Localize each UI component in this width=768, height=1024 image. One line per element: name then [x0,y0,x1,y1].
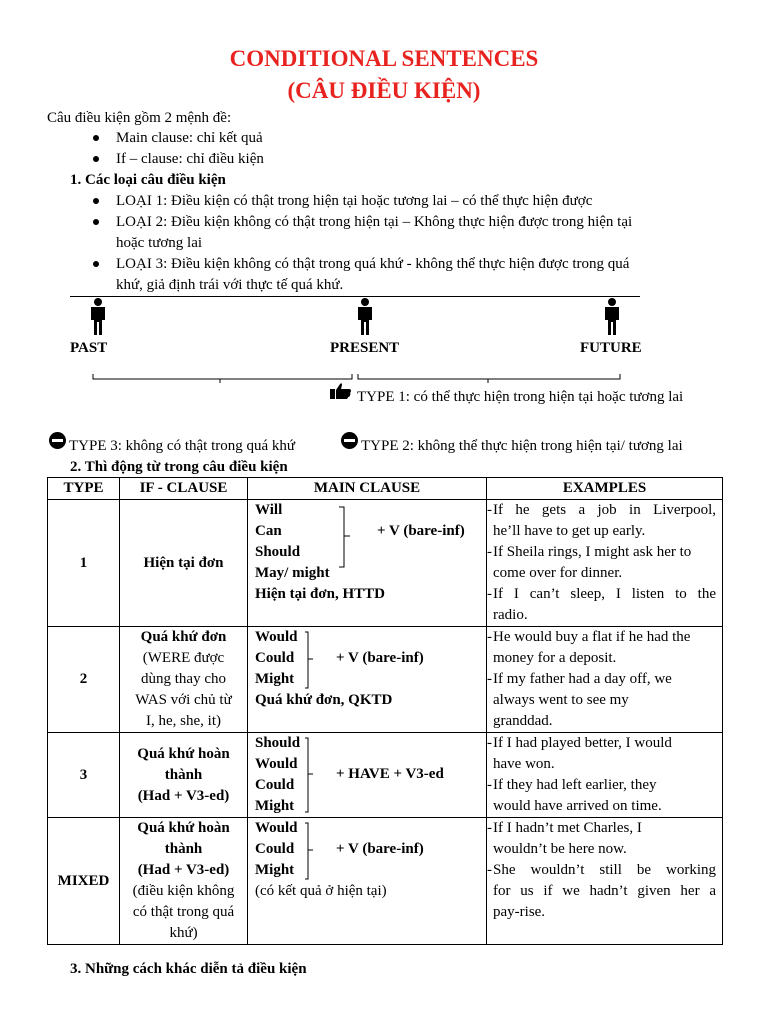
if-clause-cell: Quá khứ hoàn thành (Had + V3-ed) (điều kiện không có thật trong quá khứ) [120,818,248,945]
example-item: - If I hadn’t met Charles, I wouldn’t be here now. [487,820,642,857]
table-row [48,733,723,818]
example-item: - He would buy a flat if he had the money for a deposit. [487,629,691,666]
table-header-row [48,478,723,500]
bullet-icon [93,198,99,204]
type-cell: MIXED [48,818,120,945]
intro-text: Câu điều kiện gồm 2 mệnh đề: [47,110,232,126]
if-clause-cell: Hiện tại đơn [120,500,248,627]
type-1-description: LOẠI 1: Điều kiện có thật trong hiện tại hoặc tương lai – có thể thực hiện được [116,193,593,209]
main-clause-tense: Hiện tại đơn, HTTD [255,586,385,602]
modal-verb: May/ might [255,565,330,581]
if-clause-cell: Quá khứ hoàn thành (Had + V3-ed) [120,733,248,818]
type-cell: 3 [48,733,120,818]
type-cell: 1 [48,500,120,627]
section-3-heading: 3. Những cách khác diễn tả điều kiện [70,961,307,977]
table-row [48,500,723,627]
bullet-icon [93,219,99,225]
modal-verb: Might [255,671,295,687]
brace-icon [304,631,314,689]
bullet-icon [93,261,99,267]
type-2-timeline-label: TYPE 2: không thể thực hiện trong hiện tại/ tương lai [361,438,683,454]
modal-verb: Could [255,841,295,857]
bullet-icon [93,156,99,162]
thumbs-up-icon [330,382,352,400]
brace-icon [304,737,314,813]
if-clause-cell: Quá khứ đơn (WERE được dùng thay cho WAS với chủ từ I, he, she, it) [120,627,248,733]
type-3-description-cont: khứ, giả định trái với thực tế quá khứ. [116,277,344,293]
modal-verb: Should [255,544,301,560]
examples-cell [487,733,723,818]
example-item: - If my father had a day off, we always went to see my granddad. [487,671,672,729]
main-clause-item: Main clause: chỉ kết quả [116,130,263,146]
example-item: - If they had left earlier, they would have arrived on time. [487,777,662,814]
main-clause-cell [248,500,487,627]
timeline-present-label: PRESENT [330,340,400,356]
person-icon [602,298,622,336]
header-type: TYPE [48,478,120,500]
main-clause-verb: + V (bare-inf) [336,841,424,857]
header-main-clause: MAIN CLAUSE [248,478,487,500]
timeline-past-label: PAST [70,340,108,356]
section-2-heading: 2. Thì động từ trong câu điều kiện [70,459,288,475]
page-subtitle: (CÂU ĐIỀU KIỆN) [287,78,481,103]
table-row [48,627,723,733]
tense-table [47,477,723,945]
modal-verb: Should [255,735,301,751]
example-item: - If Sheila rings, I might ask her to come over for dinner. [487,544,692,581]
example-item: - She wouldn’t still be working for us if we hadn’t given her a pay-rise. [487,862,716,920]
modal-verb: Would [255,629,298,645]
brace-icon [338,506,352,568]
type-1-timeline-label: TYPE 1: có thể thực hiện trong hiện tại hoặc tương lai [357,389,684,405]
examples-cell [487,627,723,733]
main-clause-verb: + V (bare-inf) [377,523,465,539]
type-cell: 2 [48,627,120,733]
person-icon [355,298,375,336]
examples-cell [487,500,723,627]
type-3-description: LOẠI 3: Điều kiện không có thật trong quá khứ - không thể thực hiện được trong quá [116,256,630,272]
main-clause-cell [248,733,487,818]
modal-verb: Can [255,523,282,539]
page-title: CONDITIONAL SENTENCES [229,46,539,71]
timeline-axis [70,296,640,297]
header-examples: EXAMPLES [487,478,723,500]
main-clause-tense: Quá khứ đơn, QKTD [255,692,393,708]
modal-verb: Would [255,756,298,772]
main-clause-verb: + HAVE + V3-ed [336,766,444,782]
modal-verb: Could [255,650,295,666]
main-clause-cell [248,818,487,945]
no-entry-icon [49,432,66,449]
type-2-description: LOẠI 2: Điều kiện không có thật trong hiện tại – Không thực hiện được trong hiện tại [116,214,633,230]
main-clause-note: (có kết quả ở hiện tại) [255,883,387,899]
examples-cell [487,818,723,945]
example-item: - If I can’t sleep, I listen to the radio. [487,586,716,623]
type-2-description-cont: hoặc tương lai [116,235,203,251]
table-row [48,818,723,945]
type-3-timeline-label: TYPE 3: không có thật trong quá khứ [69,438,296,454]
bullet-icon [93,135,99,141]
example-item: - If he gets a job in Liverpool, he’ll have to get up early. [487,502,716,539]
section-1-heading: 1. Các loại câu điều kiện [70,172,226,188]
modal-verb: Will [255,502,283,518]
timeline-future-label: FUTURE [580,340,642,356]
main-clause-cell [248,627,487,733]
if-clause-item: If – clause: chỉ điều kiện [116,151,264,167]
header-if-clause: IF - CLAUSE [120,478,248,500]
brace-icon [304,822,314,880]
main-clause-verb: + V (bare-inf) [336,650,424,666]
modal-verb: Would [255,820,298,836]
no-entry-icon [341,432,358,449]
modal-verb: Might [255,798,295,814]
modal-verb: Might [255,862,295,878]
person-icon [88,298,108,336]
modal-verb: Could [255,777,295,793]
example-item: - If I had played better, I would have won. [487,735,672,772]
